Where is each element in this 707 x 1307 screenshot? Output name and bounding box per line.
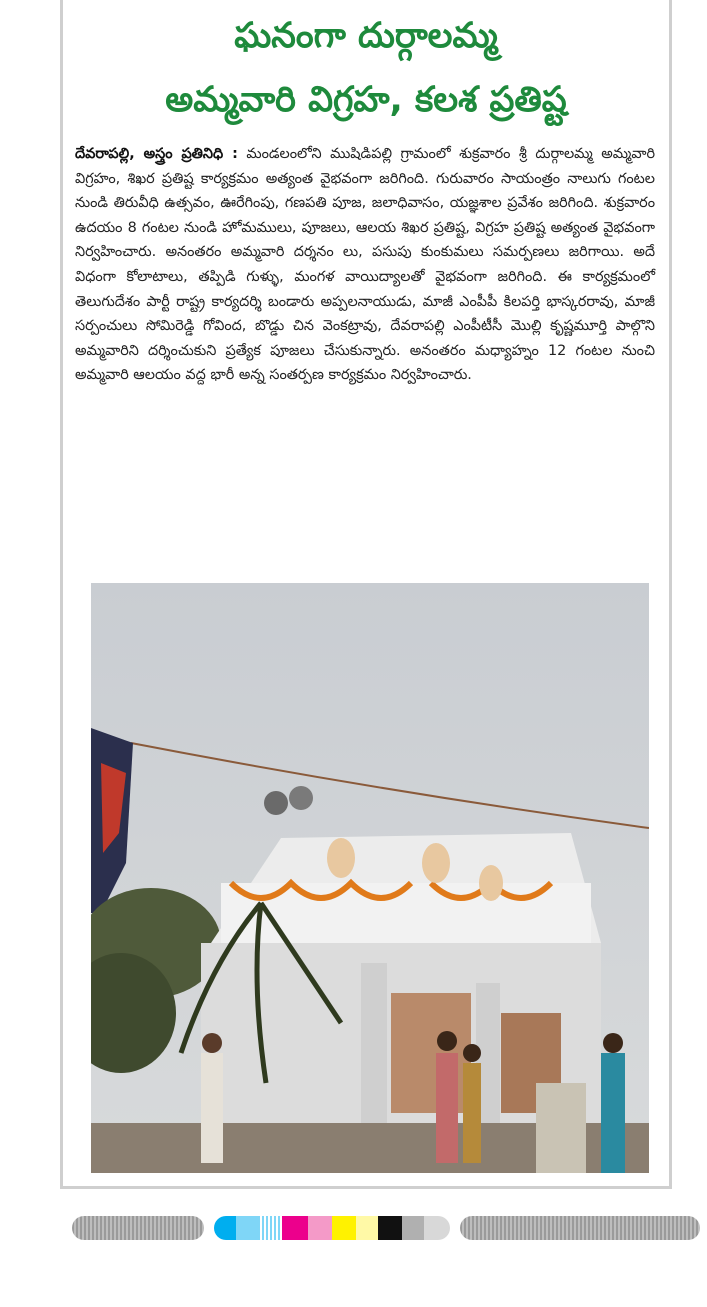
temple-photo [91, 583, 649, 1173]
article-text: మండలంలోని ముషిడిపల్లి గ్రామంలో శుక్రవారం శ్రీ దుర్గాలమ్మ అమ్మవారి విగ్రహం, శిఖర ప్రతిష్ట కార్యక్రమం అత్యంత వైభవంగా జరిగింది. గురువారం సాయంత్రం నాలుగు గంటల నుండి తిరువీధి ఉత్సవం, ఊరేగింపు, గణపతి పూజ, జలాధివాసం, యజ్ఞశాల ప్రవేశం జరిగింది. శుక్రవారం ఉదయం 8 గంటల నుండి హోమములు, పూజలు, ఆలయ శిఖర ప్రతిష్ట, విగ్రహ ప్రతిష్ట అత్యంత వైభవంగా నిర్వహించారు. అనంతరం అమ్మవారి దర్శనం లు, పసుపు కుంకుమలు సమర్పణలు జరిగాయి. అదే విధంగా కోలాటాలు, తప్పిడి గుళ్ళు, మంగళ వాయిద్యాలతో వైభవంగా జరిగింది. ఈ కార్యక్రమంలో తెలుగుదేశం పార్టీ రాష్ట్ర కార్యదర్శి బండారు అప్పలనాయుడు, మాజీ ఎంపీపీ కిలపర్తి భాస్కరరావు, మాజీ సర్పంచులు సోమిరెడ్డి గోవింద, బొడ్డు చిన వెంకట్రావు, దేవరాపల్లి ఎంపీటీసీ మొల్లి కృష్ణమూర్తి పాల్గొని అమ్మవారిని దర్శించుకుని ప్రత్యేక పూజలు చేసుకున్నారు. అనంతరం మధ్యాహ్నం 12 గంటల నుంచి అమ్మవారి ఆలయం వద్ద భారీ అన్న సంతర్పణ కార్యక్రమం నిర్వహించారు. [75, 146, 655, 384]
swatch-grey [402, 1216, 424, 1240]
swatch-cyan-tint [258, 1216, 282, 1240]
swatch-magenta [282, 1216, 308, 1240]
headline-line-2: అమ్మవారి విగ్రహ, కలశ ప్రతిష్ట [165, 80, 567, 120]
swatch-cyan [214, 1216, 236, 1240]
swatch-black [378, 1216, 402, 1240]
registration-grey-bar-left [72, 1216, 204, 1240]
article-body [75, 142, 655, 388]
swatch-light-cyan [236, 1216, 258, 1240]
swatch-light-yellow [356, 1216, 378, 1240]
headline-line-1: ఘనంగా దుర్గాలమ్మ [234, 16, 498, 56]
swatch-yellow [332, 1216, 356, 1240]
dateline: దేవరాపల్లి, అస్త్రం ప్రతినిధి : [75, 146, 238, 162]
swatch-light-magenta [308, 1216, 332, 1240]
registration-grey-bar-right [460, 1216, 700, 1240]
swatch-light-grey [424, 1216, 450, 1240]
